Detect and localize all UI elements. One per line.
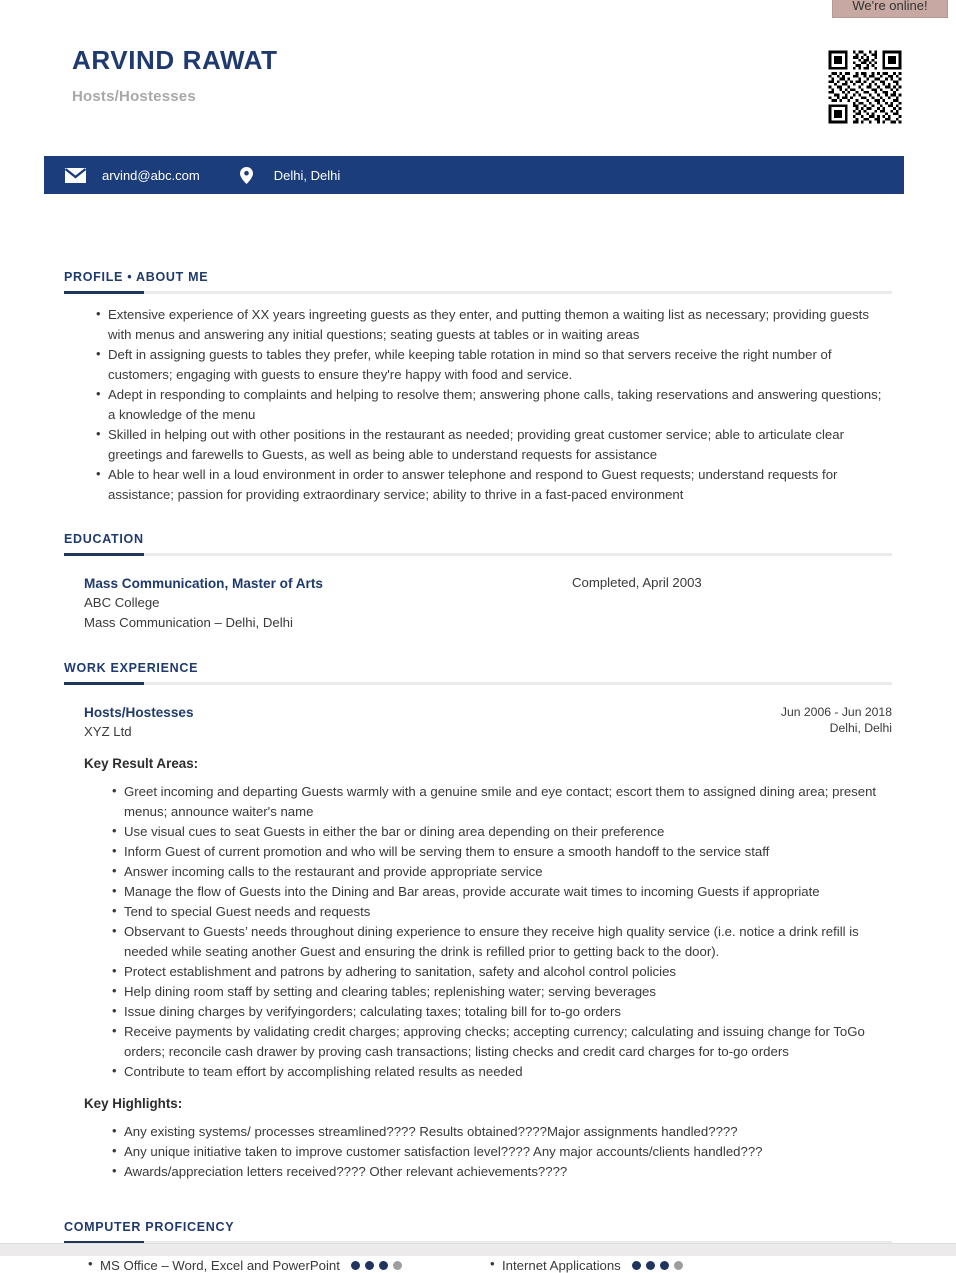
skill-rating xyxy=(632,1261,688,1270)
list-item: • Use visual cues to seat Guests in either the bar or dining area depending on their preference xyxy=(112,822,892,842)
list-item: • Any existing systems/ processes streamlined???? Results obtained????Major assignments handled???? xyxy=(112,1122,892,1142)
qr-code xyxy=(826,48,904,126)
section-rule xyxy=(64,682,892,685)
key-highlights-label: Key Highlights: xyxy=(84,1096,183,1111)
list-item: • Adept in responding to complaints and helping to resolve them; answering phone calls, taking reservations and answering questions; a knowledge of the menu xyxy=(96,385,892,425)
list-item: • Tend to special Guest needs and requests xyxy=(112,902,892,922)
section-title-work: WORK EXPERIENCE xyxy=(64,661,199,675)
key-highlights-list xyxy=(64,1122,892,1182)
skill-item xyxy=(88,1258,490,1273)
section-education xyxy=(64,532,892,633)
list-item: • Contribute to team effort by accomplishing related results as needed xyxy=(112,1062,892,1082)
skill-item xyxy=(490,1258,892,1273)
section-title-profile: PROFILE • ABOUT ME xyxy=(64,270,209,284)
work-position: Hosts/Hostesses xyxy=(84,705,194,720)
skill-name: • MS Office – Word, Excel and PowerPoint xyxy=(100,1258,340,1273)
rating-dot xyxy=(351,1261,360,1270)
education-entry xyxy=(64,574,892,633)
rating-dot xyxy=(393,1261,402,1270)
key-result-areas-label: Key Result Areas: xyxy=(84,756,199,771)
resume-header xyxy=(0,0,956,150)
education-status: Completed, April 2003 xyxy=(572,575,702,590)
education-degree: Mass Communication, Master of Arts xyxy=(84,576,323,591)
map-pin-icon xyxy=(234,167,260,184)
skill-rating xyxy=(351,1261,407,1270)
rating-dot xyxy=(646,1261,655,1270)
section-work-experience xyxy=(64,661,892,1182)
work-company: XYZ Ltd xyxy=(84,724,132,739)
work-location: Delhi, Delhi xyxy=(829,721,892,735)
list-item: • Greet incoming and departing Guests warmly with a genuine smile and eye contact; escort them to assigned dining area; present menus; announce waiter's name xyxy=(112,782,892,822)
list-item: • Skilled in helping out with other positions in the restaurant as needed; providing great customer service; able to articulate clear greetings and farewells to Guests, as well as being able to understand requests for assistance xyxy=(96,425,892,465)
resume-body xyxy=(0,270,956,1273)
section-title-computer-proficiency: COMPUTER PROFICENCY xyxy=(64,1220,235,1234)
education-field: Mass Communication – Delhi, Delhi xyxy=(84,615,293,630)
list-item: • Receive payments by validating credit charges; approving checks; accepting currency; calculating and issuing change for ToGo orders; reconcile cash drawer by proving cash transactions; listing checks and credit card charges for to-go orders xyxy=(112,1022,892,1062)
education-institution: ABC College xyxy=(84,595,160,610)
list-item: • Able to hear well in a loud environment in order to answer telephone and respond to Guest requests; understand requests for assistance; passion for providing extraordinary service; ability to thrive in a fast-paced environment xyxy=(96,465,892,505)
candidate-role: Hosts/Hostesses xyxy=(72,87,196,105)
contact-location[interactable] xyxy=(234,167,340,184)
work-dates: Jun 2006 - Jun 2018 xyxy=(780,705,892,719)
list-item: • Inform Guest of current promotion and who will be serving them to ensure a smooth handoff to the service staff xyxy=(112,842,892,862)
candidate-name: ARVIND RAWAT xyxy=(72,45,278,75)
contact-bar xyxy=(44,156,904,194)
list-item: • Issue dining charges by verifyingorders; calculating taxes; totaling bill for to-go orders xyxy=(112,1002,892,1022)
section-rule xyxy=(64,291,892,294)
chat-widget[interactable] xyxy=(832,0,948,18)
page-bottom-strip xyxy=(0,1243,956,1256)
envelope-icon xyxy=(62,168,88,183)
list-item: • Awards/appreciation letters received???? Other relevant achievements???? xyxy=(112,1162,892,1182)
rating-dot xyxy=(379,1261,388,1270)
section-profile xyxy=(64,270,892,505)
list-item: • Help dining room staff by setting and clearing tables; replenishing water; serving beverages xyxy=(112,982,892,1002)
section-title-education: EDUCATION xyxy=(64,532,144,546)
list-item: • Answer incoming calls to the restaurant and provide appropriate service xyxy=(112,862,892,882)
contact-location-text: Delhi, Delhi xyxy=(273,167,341,183)
section-rule xyxy=(64,553,892,556)
skill-name: • Internet Applications xyxy=(502,1258,621,1273)
list-item: • Extensive experience of XX years ingreeting guests as they enter, and putting themon a waiting list as necessary; providing guests with menus and answering any initial questions; seating guests at tables or in waiting areas xyxy=(96,305,892,345)
rating-dot xyxy=(674,1261,683,1270)
chat-widget-label: We're online! xyxy=(852,0,928,13)
contact-email[interactable] xyxy=(62,168,200,183)
list-item: • Deft in assigning guests to tables they prefer, while keeping table rotation in mind so that servers receive the right number of customers; engaging with guests to ensure they're happy with food and service. xyxy=(96,345,892,385)
list-item: • Manage the flow of Guests into the Dining and Bar areas, provide accurate wait times to incoming Guests if appropriate xyxy=(112,882,892,902)
work-entry xyxy=(64,703,892,742)
list-item: • Observant to Guests’ needs throughout dining experience to ensure they receive high quality service (i.e. notice a drink refill is needed while seating another Guest and ensuring the drink is refilled prior to getting back to the door). xyxy=(112,922,892,962)
skills-row xyxy=(64,1258,892,1273)
rating-dot xyxy=(365,1261,374,1270)
rating-dot xyxy=(660,1261,669,1270)
key-result-areas-list xyxy=(64,782,892,1082)
profile-bullet-list xyxy=(64,305,892,505)
list-item: • Protect establishment and patrons by adhering to sanitation, safety and alcohol control policies xyxy=(112,962,892,982)
list-item: • Any unique initiative taken to improve customer satisfaction level???? Any major accounts/clients handled??? xyxy=(112,1142,892,1162)
rating-dot xyxy=(632,1261,641,1270)
contact-email-text: arvind@abc.com xyxy=(102,167,200,183)
